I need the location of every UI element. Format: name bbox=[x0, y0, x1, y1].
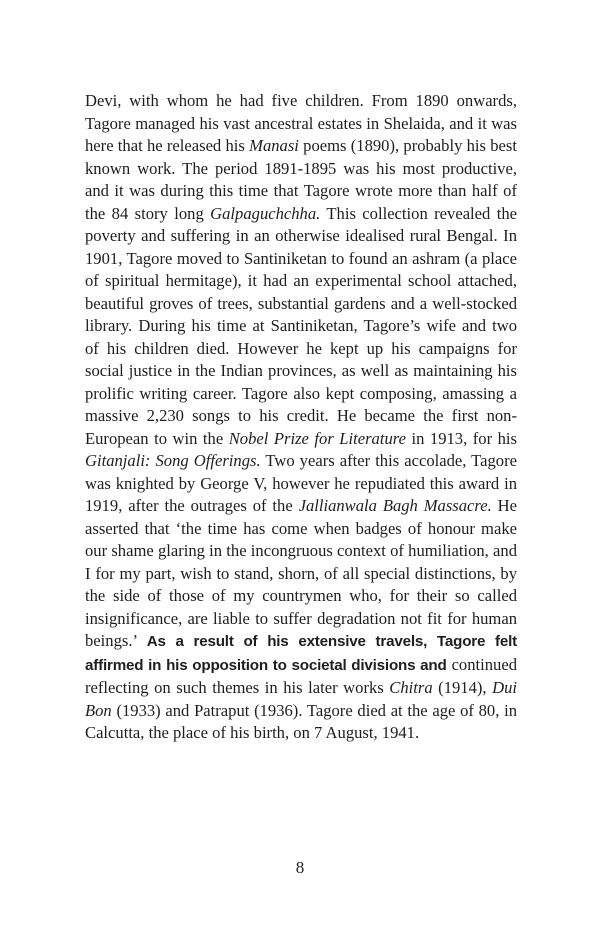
bold-text: As a result of his extensive travels, Tagore felt affirmed in his opposition to societal divisions and bbox=[85, 633, 517, 674]
italic-text: Galpaguchchha. bbox=[210, 203, 321, 223]
text-run: (1933) and Patraput (1936). Tagore died at the age of 80, in Calcutta, the place of his birth, on 7 August, 1941. bbox=[85, 700, 517, 742]
text-run: Two years after this accolade, Tagore was knighted by George V, however he repudiated this award in 1919, after the outrages of the bbox=[85, 451, 517, 515]
italic-text: Dui Bon bbox=[85, 678, 517, 720]
text-run: continued reflecting on such themes in his later works bbox=[85, 654, 517, 697]
italic-text: Manasi bbox=[249, 136, 299, 155]
italic-text: Gitanjali: Song Offerings. bbox=[85, 451, 261, 470]
text-run: poems (1890), probably his best known work. The period 1891-1895 was his most productive, and it was during this time that Tagore wrote more than half of the 84 story long bbox=[85, 136, 517, 223]
text-run: in 1913, for his bbox=[405, 428, 517, 448]
body-paragraph bbox=[85, 90, 517, 745]
italic-text: Chitra bbox=[389, 678, 433, 697]
page-number: 8 bbox=[295, 858, 305, 877]
text-run: (1914), bbox=[432, 678, 493, 697]
text-run: This collection revealed the poverty and suffering in an otherwise idealised rural Bengal. In 1901, Tagore moved to Santiniketan to found an ashram (a place of spiritual hermitage), it had an experimental school attached, beautiful groves of trees, substantial gardens and a well-stocked library. During his time at Santiniketan, Tagore’s wife and two of his children died. However he kept up his campaigns for social justice in the Indian provinces, as well as maintaining his prolific writing career. Tagore also kept composing, amassing a massive 2,230 songs to his credit. He became the first non-European to win the bbox=[85, 203, 517, 448]
text-run: Devi, with whom he had five children. From 1890 onwards, Tagore managed his vast ancestral estates in Shelaida, and it was here that he released his bbox=[85, 91, 517, 155]
text-run: He asserted that ‘the time has come when badges of honour make our shame glaring in the incongruous context of humiliation, and I for my part, wish to stand, shorn, of all special distinctions, by the side of those of my countrymen who, for their so called insignificance, are liable to suffer degradation not fit for human beings.’ bbox=[85, 496, 518, 650]
italic-text: Nobel Prize for Literature bbox=[228, 428, 406, 448]
italic-text: Jallianwala Bagh Massacre. bbox=[298, 496, 492, 515]
